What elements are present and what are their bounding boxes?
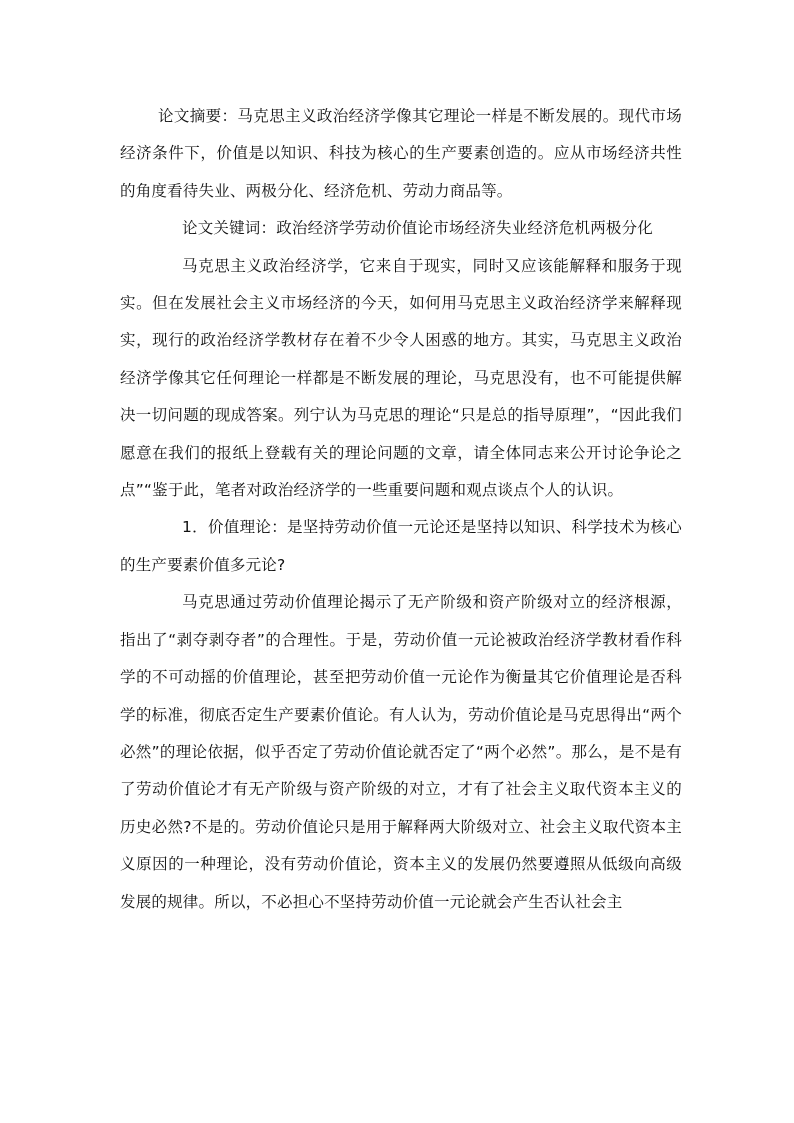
section-heading-1: 1．价值理论：是坚持劳动价值一元论还是坚持以知识、科学技术为核心的生产要素价值多元论? bbox=[120, 518, 682, 574]
body-paragraph-2: 马克思通过劳动价值理论揭示了无产阶级和资产阶级对立的经济根源，指出了“剥夺剥夺者”的合理性。于是，劳动价值一元论被政治经济学教材看作科学的不可动摇的价值理论，甚至把劳动价值一元论作为衡量其它价值理论是否科学的标准，彻底否定生产要素价值论。有人认为，劳动价值论是马克思得出“两个必然”的理论依据，似乎否定了劳动价值论就否定了“两个必然”。那么，是不是有了劳动价值论才有无产阶级与资产阶级的对立，才有了社会主义取代资本主义的历史必然?不是的。劳动价值论只是用于解释两大阶级对立、社会主义取代资本主义原因的一种理论，没有劳动价值论，资本主义的发展仍然要遵照从低级向高级发展的规律。所以，不必担心不坚持劳动价值一元论就会产生否认社会主 bbox=[120, 593, 682, 911]
document-body bbox=[120, 98, 682, 921]
keywords-paragraph: 论文关键词：政治经济学劳动价值论市场经济失业经济危机两极分化 bbox=[182, 219, 654, 238]
abstract-paragraph: 论文摘要：马克思主义政治经济学像其它理论一样是不断发展的。现代市场经济条件下，价值是以知识、科技为核心的生产要素创造的。应从市场经济共性的角度看待失业、两极分化、经济危机、劳动力商品等。 bbox=[120, 107, 682, 200]
body-paragraph-1: 马克思主义政治经济学，它来自于现实，同时又应该能解释和服务于现实。但在发展社会主义市场经济的今天，如何用马克思主义政治经济学来解释现实，现行的政治经济学教材存在着不少令人困惑的地方。其实，马克思主义政治经济学像其它任何理论一样都是不断发展的理论，马克思没有，也不可能提供解决一切问题的现成答案。列宁认为马克思的理论“只是总的指导原理”，“因此我们愿意在我们的报纸上登载有关的理论问题的文章，请全体同志来公开讨论争论之点”“鉴于此，笔者对政治经济学的一些重要问题和观点谈点个人的认识。 bbox=[120, 256, 682, 500]
